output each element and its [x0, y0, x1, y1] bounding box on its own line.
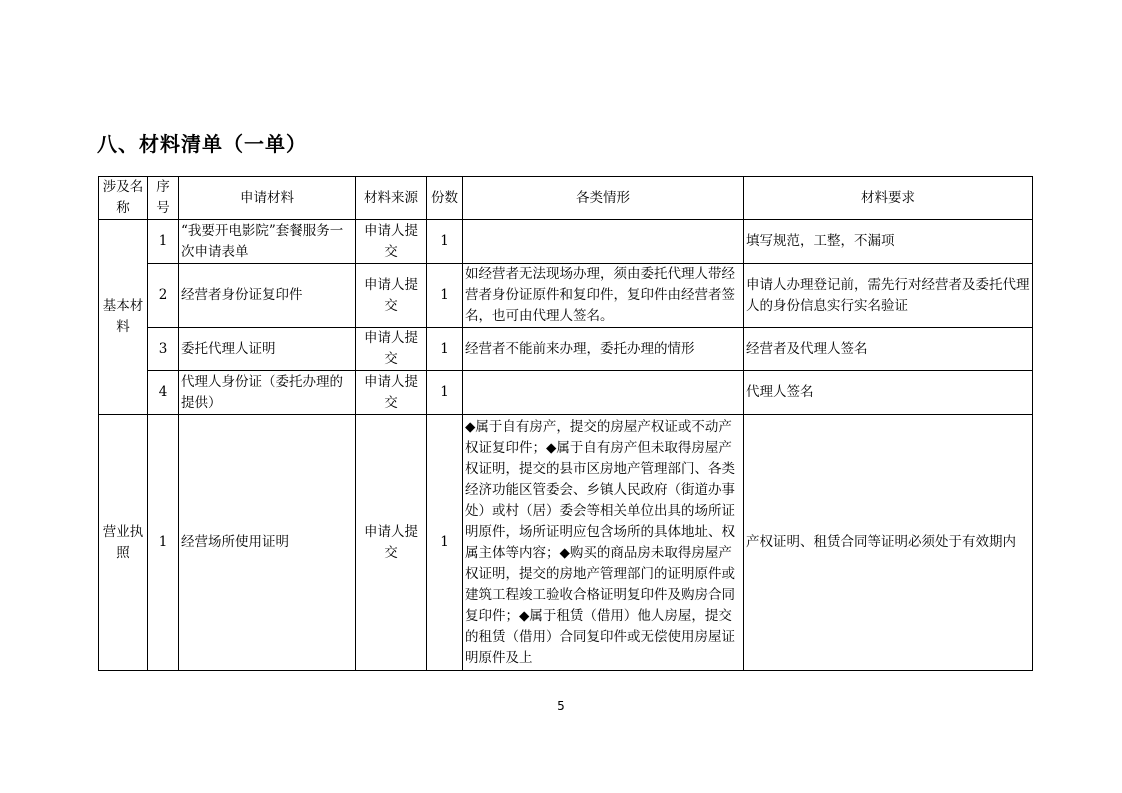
header-category: 涉及名称: [99, 177, 148, 220]
row-requirement: 代理人签名: [744, 371, 1033, 415]
row-situation: [463, 371, 744, 415]
page-number: 5: [557, 699, 565, 713]
header-material: 申请材料: [179, 177, 356, 220]
row-requirement: 申请人办理登记前，需先行对经营者及委托代理人的身份信息实行实名验证: [744, 264, 1033, 328]
row-requirement: 经营者及代理人签名: [744, 328, 1033, 371]
row-situation: 如经营者无法现场办理，须由委托代理人带经营者身份证原件和复印件，复印件由经营者签名，也可由代理人签名。: [463, 264, 744, 328]
row-situation: 经营者不能前来办理，委托办理的情形: [463, 328, 744, 371]
row-requirement: 产权证明、租赁合同等证明必须处于有效期内: [744, 415, 1033, 671]
row-situation: [463, 415, 744, 671]
row-material: 委托代理人证明: [179, 328, 356, 371]
table-row: [99, 415, 1033, 671]
row-source: 申请人提交: [356, 328, 427, 371]
row-material: 经营场所使用证明: [179, 415, 356, 671]
row-index: 3: [148, 328, 179, 371]
row-index: 4: [148, 371, 179, 415]
row-material: 代理人身份证（委托办理的提供）: [179, 371, 356, 415]
table-row: [99, 371, 1033, 415]
row-copies: 1: [427, 264, 463, 328]
materials-table: [98, 176, 1033, 671]
row-source: 申请人提交: [356, 220, 427, 264]
row-index: 1: [148, 415, 179, 671]
table-header-row: [99, 177, 1033, 220]
table-row: [99, 328, 1033, 371]
row-source: 申请人提交: [356, 371, 427, 415]
row-copies: 1: [427, 220, 463, 264]
row-copies: 1: [427, 415, 463, 671]
row-copies: 1: [427, 328, 463, 371]
header-source: 材料来源: [356, 177, 427, 220]
group-name-license: 营业执照: [99, 415, 148, 671]
table-row: [99, 220, 1033, 264]
row-copies: 1: [427, 371, 463, 415]
header-index: 序号: [148, 177, 179, 220]
header-requirement: 材料要求: [744, 177, 1033, 220]
table-row: [99, 264, 1033, 328]
row-material: “我要开电影院”套餐服务一次申请表单: [179, 220, 356, 264]
group-name-basic: 基本材料: [99, 220, 148, 415]
section-title: 八、材料清单（一单）: [97, 132, 307, 156]
situation-text: ◆属于自有房产，提交的房屋产权证或不动产权证复印件；◆属于自有房产但未取得房屋产权证明，提交的县市区房地产管理部门、各类经济功能区管委会、乡镇人民政府（街道办事处）或村（居）委会等相关单位出具的场所证明原件，场所证明应包含场所的具体地址、权属主体等内容；◆购买的商品房未取得房屋产权证明，提交的房地产管理部门的证明原件或建筑工程竣工验收合格证明复印件及购房合同复印件；◆属于租赁（借用）他人房屋，提交的租赁（借用）合同复印件或无偿使用房屋证明原件及上: [465, 418, 735, 666]
row-index: 2: [148, 264, 179, 328]
row-requirement: 填写规范，工整，不漏项: [744, 220, 1033, 264]
row-source: 申请人提交: [356, 415, 427, 671]
row-source: 申请人提交: [356, 264, 427, 328]
row-index: 1: [148, 220, 179, 264]
header-situation: 各类情形: [463, 177, 744, 220]
row-situation: [463, 220, 744, 264]
header-copies: 份数: [427, 177, 463, 220]
row-material: 经营者身份证复印件: [179, 264, 356, 328]
